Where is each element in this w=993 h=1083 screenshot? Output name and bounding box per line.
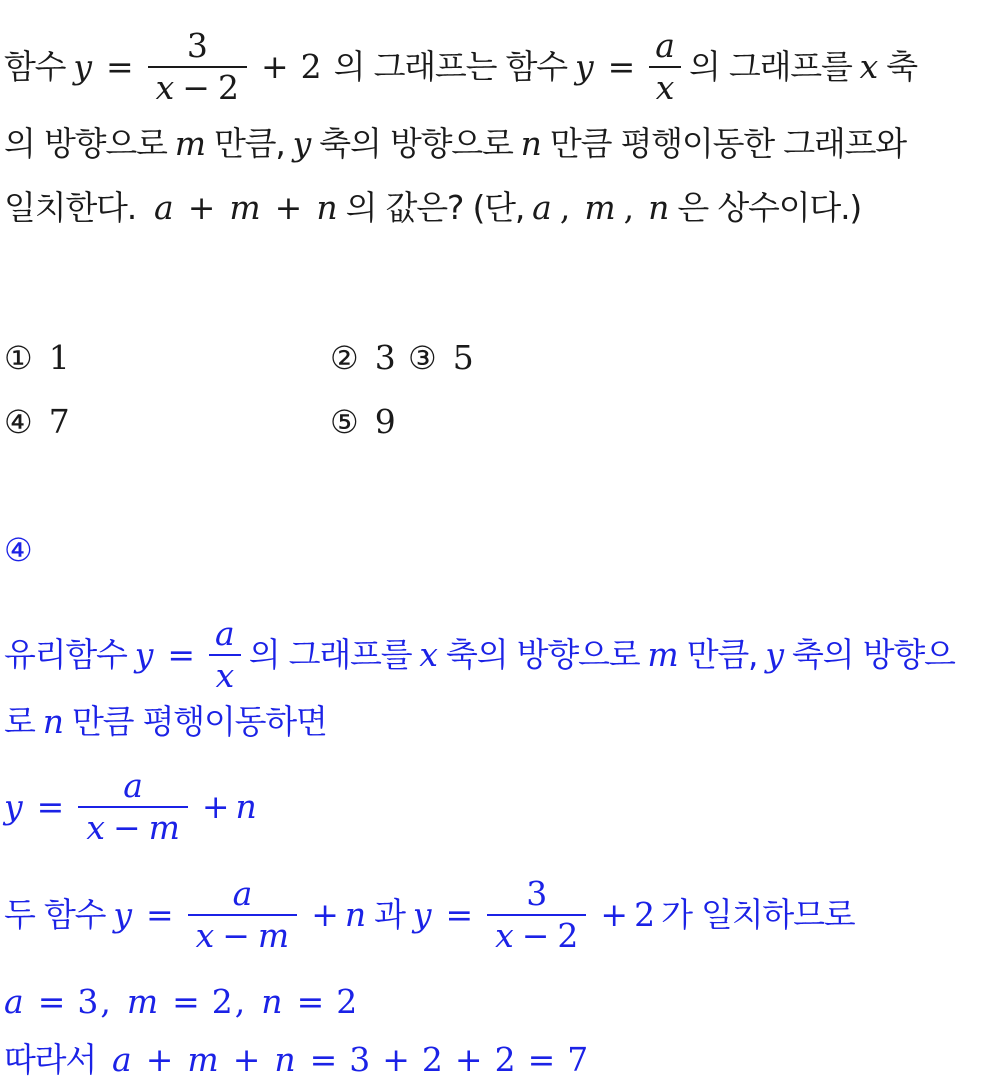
question-line-3: 일치한다. a + m + n 의 값은? (단, a , m , n 은 상수이다.)	[4, 188, 862, 227]
choice-4[interactable]	[4, 402, 76, 442]
math-var: x	[419, 635, 439, 674]
math-var: y	[292, 124, 312, 163]
choice-2[interactable]	[330, 338, 396, 378]
choice-mark: ③	[408, 339, 437, 377]
choice-value: 3	[374, 338, 396, 377]
math-var: y	[134, 635, 154, 674]
choice-mark: ①	[4, 339, 33, 377]
choice-mark: ④	[4, 403, 33, 441]
choice-5[interactable]	[330, 402, 402, 442]
math-var: y	[4, 787, 23, 826]
choice-value: 7	[48, 402, 70, 441]
math-var: y	[574, 47, 594, 86]
question-text: 만큼 평행이동한 그래프와	[549, 124, 906, 163]
math-var: y	[113, 895, 132, 934]
fraction: a x − m	[188, 874, 298, 956]
choice-mark: ⑤	[330, 403, 359, 441]
question-text: 의 그래프는 함수	[333, 47, 567, 86]
fraction: 3 x − 2	[148, 26, 247, 108]
fraction: 3 x − 2	[487, 874, 586, 956]
question-text: 일치한다.	[4, 188, 137, 227]
solution-line-6: 따라서 a + m + n = 3 + 2 + 2 = 7	[4, 1040, 589, 1079]
math-op: =	[106, 47, 134, 86]
solution-line-1: 유리함수 y = $\frac{a}{x}$ 의 그래프를 x 축의 방향으로 m 만큼, y 축의 방향으	[4, 614, 955, 695]
choice-mark: ②	[330, 339, 359, 377]
math-op: +	[260, 47, 289, 86]
question-text: 의 방향으로	[4, 124, 167, 163]
math-var: y	[765, 635, 784, 674]
fraction: $\frac{a}{x}$	[649, 26, 681, 108]
solution-text: 만큼 평행이동하면	[71, 702, 327, 741]
solution-line-5: a = 3 , m = 2 , n = 2	[4, 982, 358, 1021]
math-op: =	[607, 47, 636, 86]
choice-value: 1	[48, 338, 70, 377]
solution-text: 가 일치하므로	[661, 895, 855, 934]
math-var: x	[859, 47, 879, 86]
question-text: 의 값은? (단,	[345, 188, 525, 227]
math-var: n	[520, 124, 542, 163]
math-var: m	[647, 635, 679, 674]
solution-text: 따라서	[4, 1040, 97, 1079]
choice-1[interactable]	[4, 338, 76, 378]
solution-line-4: 두 함수 y = a x − m + n 과 y = 3 x − 2 + 2 가 일치하므로	[4, 874, 855, 955]
math-var: y	[412, 895, 432, 934]
question-text: 은 상수이다.)	[677, 188, 862, 227]
math-var: a	[112, 1040, 132, 1079]
fraction: $\frac{a}{x}$	[209, 614, 241, 696]
solution-text: 축의 방향으	[792, 635, 955, 674]
math-var: a	[154, 188, 174, 227]
solution-text: 과	[374, 895, 405, 934]
question-text: 만큼,	[213, 124, 285, 163]
solution-line-2	[4, 702, 327, 742]
solution-text: 의 그래프를	[248, 635, 412, 674]
math-var: a	[532, 188, 552, 227]
question-text: 축의 방향으로	[319, 124, 513, 163]
question-text: 함수	[4, 47, 66, 86]
math-var: m	[174, 124, 206, 163]
answer-mark: ④	[4, 531, 32, 569]
solution-text: 유리함수	[4, 635, 127, 674]
question-text: 의 그래프를	[688, 47, 852, 86]
solution-text: 두 함수	[4, 895, 106, 934]
math-num: 2	[300, 47, 322, 86]
choice-value: 5	[452, 338, 474, 377]
fraction: a x − m	[78, 766, 188, 848]
question-line-2	[4, 124, 906, 164]
math-var: y	[73, 47, 93, 86]
question-text: 축	[886, 47, 917, 86]
solution-text: 축의 방향으로	[446, 635, 640, 674]
math-var: a	[4, 982, 24, 1021]
solution-line-3: y = a x − m + n	[4, 766, 257, 847]
choice-3[interactable]	[408, 338, 480, 378]
question-line-1	[4, 26, 917, 108]
choice-value: 9	[374, 402, 396, 441]
solution-text: 만큼,	[686, 635, 758, 674]
math-var: n	[42, 702, 64, 741]
solution-text: 로	[4, 702, 35, 741]
